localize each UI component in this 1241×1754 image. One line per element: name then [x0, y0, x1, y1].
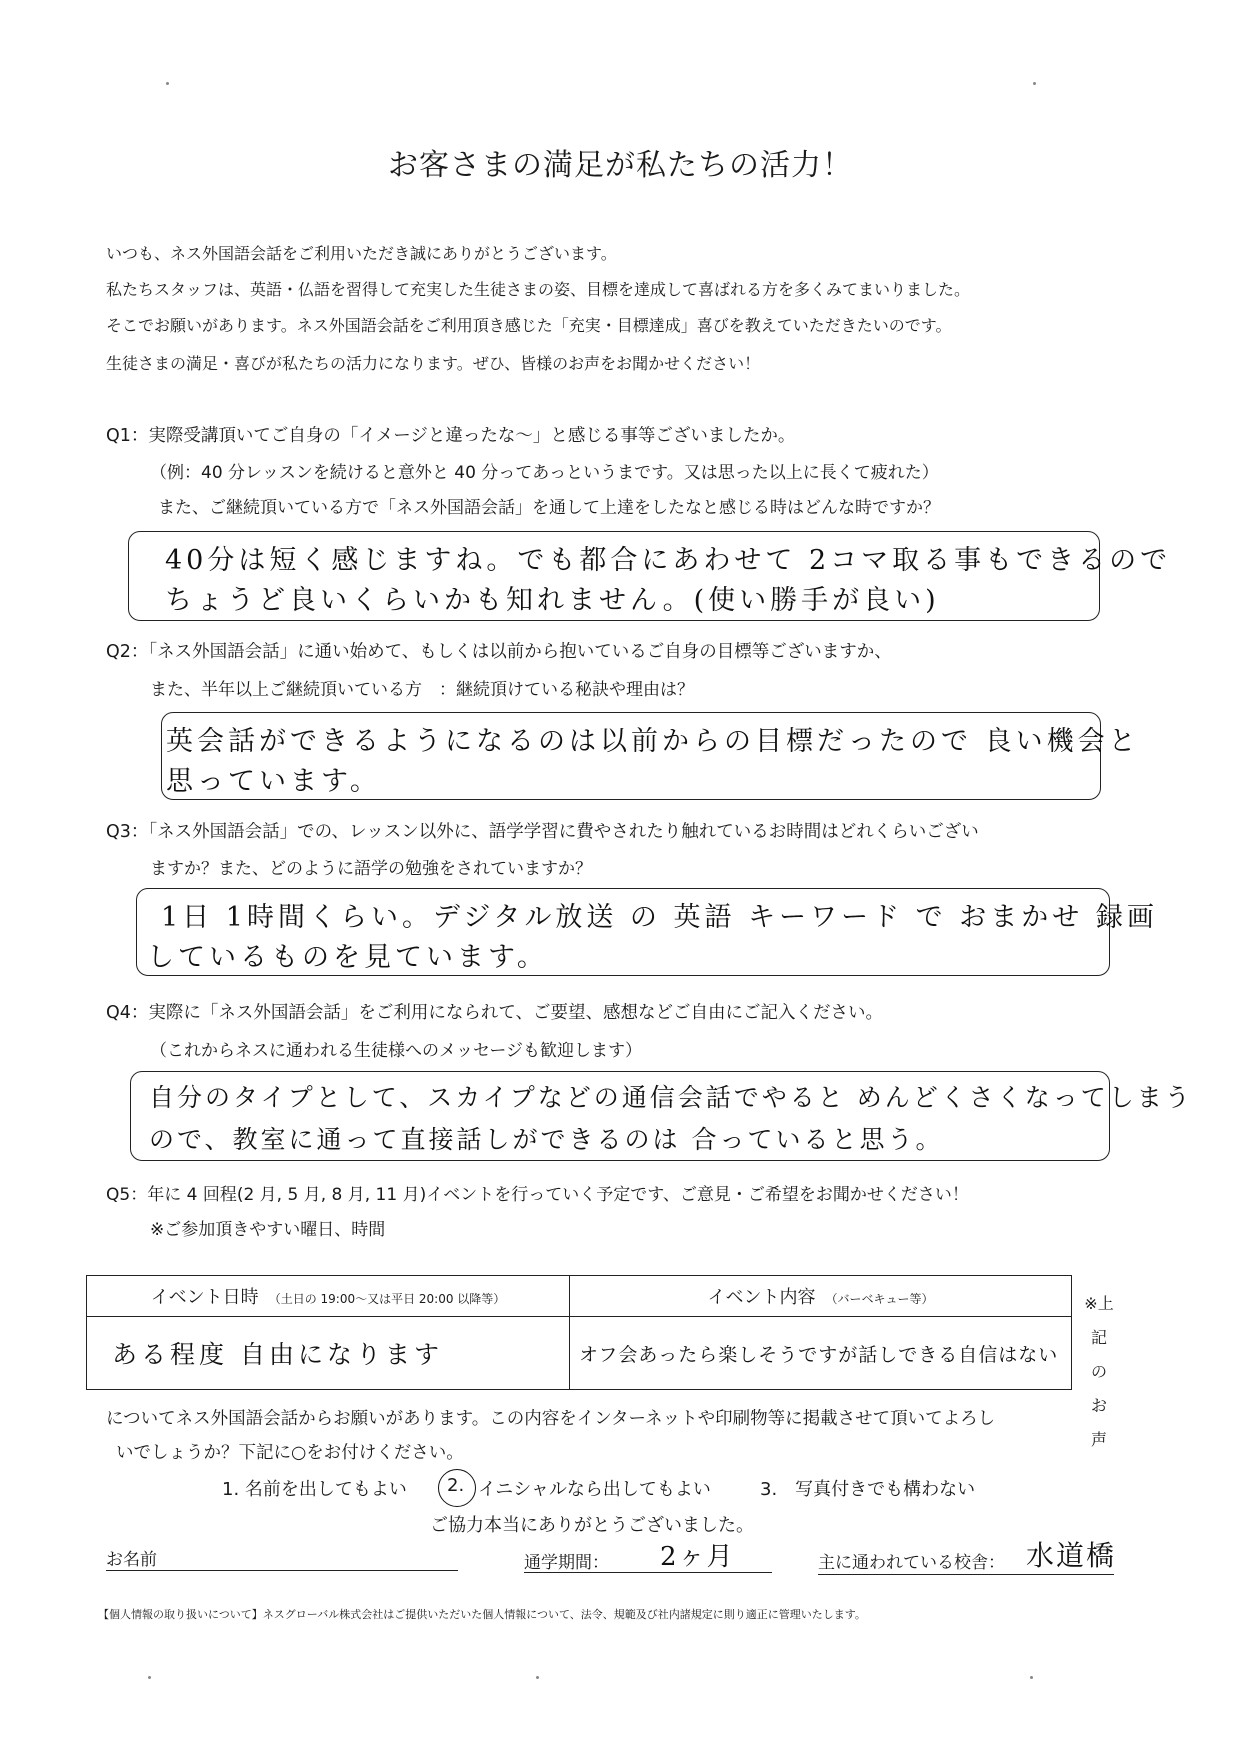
scan-speck: [536, 1676, 539, 1679]
event-content-header-note: （バーベキュー等）: [825, 1292, 934, 1306]
scan-speck: [148, 1676, 151, 1679]
q1-followup: また、ご継続頂いている方で「ネス外国語会話」を通して上達をしたなと感じる時はどんな時ですか？: [158, 498, 940, 518]
scan-speck: [1033, 82, 1036, 85]
school-value: 水道橋: [1026, 1539, 1117, 1572]
school-field[interactable]: [818, 1574, 1114, 1575]
event-content-answer: オフ会あったら楽しそうですが話しできる自信はない: [579, 1343, 1059, 1366]
event-content-header: [570, 1276, 1072, 1317]
event-date-cell[interactable]: [87, 1317, 570, 1390]
q2-answer-box[interactable]: [161, 712, 1140, 800]
q2-followup: また、半年以上ご継続頂いている方 ：継続頂けている秘訣や理由は？: [150, 680, 694, 700]
event-content-header-label: イベント内容: [707, 1287, 816, 1308]
q1-question: Q1：実際受講頂いてご自身の「イメージと違ったな～」と感じる事等ございましたか。: [106, 426, 796, 446]
intro-line-1: いつも、ネス外国語会話をご利用いただき誠にありがとうございます。: [106, 244, 617, 263]
q1-answer-box[interactable]: [128, 531, 1172, 621]
event-date-header: [87, 1276, 570, 1317]
consent-line-1: についてネス外国語会話からお願いがあります。この内容をインターネットや印刷物等に掲載させて頂いてよろし: [106, 1409, 996, 1429]
q3-question: Q3：「ネス外国語会話」での、レッスン以外に、語学学習に費やされたり触れているお時間はどれくらいござい: [106, 822, 979, 842]
side-note: [1084, 1287, 1114, 1457]
consent-option-2[interactable]: イニシャルなら出してもよい: [478, 1479, 711, 1500]
event-date-header-note: （土日の 19:00～又は平日 20:00 以降等）: [268, 1292, 506, 1306]
q3-followup: ますか？また、どのように語学の勉強をされていますか？: [150, 859, 592, 879]
q2-question: Q2：「ネス外国語会話」に通い始めて、もしくは以前から抱いているご自身の目標等ございますか、: [106, 642, 892, 662]
q4-question: Q4：実際に「ネス外国語会話」をご利用になられて、ご要望、感想などご自由にご記入ください。: [106, 1003, 884, 1023]
consent-option-2-number[interactable]: 2.: [447, 1475, 465, 1496]
q3-answer-line-1: 1日 1時間くらい。デジタル放送 の 英語 キーワード で おまかせ 録画: [161, 902, 1158, 933]
q2-answer-line-2: 思っています。: [166, 766, 381, 797]
q4-followup: （これからネスに通われる生徒様へのメッセージも歓迎します）: [150, 1041, 642, 1061]
intro-line-3: そこでお願いがあります。ネス外国語会話をご利用頂き感じた「充実・目標達成」喜びを教えていただきたいのです。: [106, 316, 952, 335]
period-label: 通学期間：: [524, 1553, 609, 1573]
side-note-line-3: お声: [1090, 1396, 1107, 1449]
q1-example: （例：40 分レッスンを続けると意外と 40 分ってあっというまです。又は思った以上に長くて疲れた）: [150, 463, 939, 483]
q3-answer-line-2: しているものを見ています。: [147, 942, 548, 973]
scan-speck: [166, 82, 169, 85]
q1-answer-line-2: ちょうど良いくらいかも知れません。(使い勝手が良い): [165, 585, 940, 616]
q4-answer-box[interactable]: [130, 1071, 1193, 1161]
q2-answer-line-1: 英会話ができるようになるのは以前からの目標だったので 良い機会と: [166, 726, 1140, 757]
side-note-line-1: ※上: [1084, 1294, 1114, 1313]
period-value: 2ヶ月: [660, 1542, 735, 1572]
period-field[interactable]: [524, 1572, 772, 1573]
name-field[interactable]: [106, 1570, 458, 1571]
consent-line-2: いでしょうか？下記に○をお付けください。: [116, 1443, 464, 1463]
q5-question: Q5：年に 4 回程(2 月, 5 月, 8 月, 11 月)イベントを行っていく予定です、ご意見・ご希望をお聞かせください！: [106, 1185, 969, 1205]
name-label: お名前: [106, 1550, 157, 1570]
q3-answer-box[interactable]: [136, 888, 1158, 976]
event-table: [86, 1275, 1072, 1390]
q4-answer-line-2: ので、教室に通って直接話しができるのは 合っていると思う。: [149, 1125, 944, 1154]
thanks-message: ご協力本当にありがとうございました。: [430, 1515, 754, 1536]
q1-answer-line-1: 40分は短く感じますね。でも都合にあわせて 2コマ取る事もできるので: [165, 545, 1172, 576]
q4-answer-line-1: 自分のタイプとして、スカイプなどの通信会話でやると めんどくさくなってしまう: [149, 1083, 1193, 1112]
event-date-answer: ある程度 自由になります: [112, 1340, 443, 1369]
privacy-notice: 【個人情報の取り扱いについて】ネスグローバル株式会社はご提供いただいた個人情報について、法令、規範及び社内諸規定に則り適正に管理いたします。: [98, 1608, 866, 1621]
q5-note: ※ご参加頂きやすい曜日、時間: [150, 1220, 386, 1240]
school-label: 主に通われている校舎：: [818, 1553, 1005, 1573]
consent-option-3[interactable]: 3. 写真付きでも構わない: [760, 1479, 976, 1500]
intro-line-4: 生徒さまの満足・喜びが私たちの活力になります。ぜひ、皆様のお声をお聞かせください！: [106, 354, 761, 373]
event-date-header-label: イベント日時: [150, 1287, 259, 1308]
intro-line-2: 私たちスタッフは、英語・仏語を習得して充実した生徒さまの姿、目標を達成して喜ばれる方を多くみてまいりました。: [106, 280, 971, 299]
page-title: お客さまの満足が私たちの活力！: [388, 148, 853, 183]
side-note-line-2: 記の: [1090, 1328, 1107, 1381]
consent-option-1[interactable]: 1. 名前を出してもよい: [222, 1479, 407, 1500]
scan-speck: [1030, 1676, 1033, 1679]
event-content-cell[interactable]: [570, 1317, 1072, 1390]
